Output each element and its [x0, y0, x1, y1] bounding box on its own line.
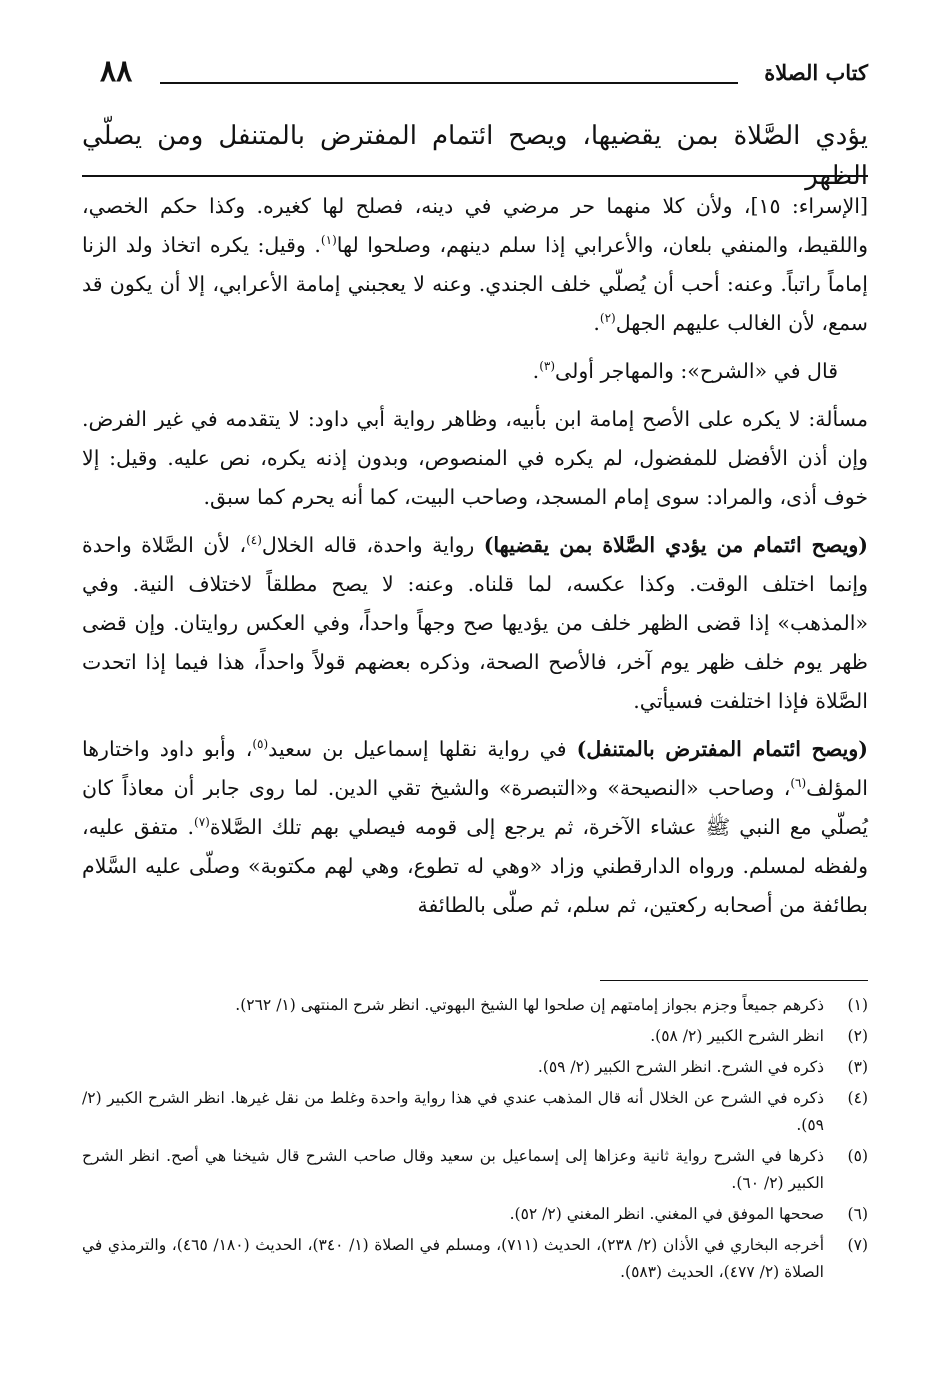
- footnote-separator: [600, 980, 868, 981]
- paragraph: [82, 187, 868, 343]
- footnote: [82, 1023, 868, 1050]
- page-header: [100, 54, 868, 92]
- text-span: .: [593, 311, 600, 335]
- footnote-text: ذكره في الشرح. انظر الشرح الكبير (٢/ ٥٩).: [537, 1058, 824, 1076]
- text-span: مسألة: لا يكره على الأصح إمامة ابن بأبيه، وظاهر رواية أبي داود: لا يتقدمه في غير الفرض. وإن أذن الأفضل للمفضول، لم يكره في المنصوص، وبدون إذنه يكره، نص عليه. وقيل: إلا خوف أذى، والمراد: سوى إمام المسجد، وصاحب البيت، كما أنه يحرم كما سبق.: [82, 407, 868, 509]
- footnote: [82, 1232, 868, 1286]
- footnote-ref[interactable]: (٦): [790, 776, 807, 791]
- text-span: . وقيل: يكره اتخاذ ولد الزنا إماماً راتباً. وعنه: أحب أن يُصلّي خلف الجندي. وعنه لا يعجبني إمامة الأعرابي، إلا أن يكون قد سمع، لأن الغالب عليهم الجهل: [82, 233, 868, 335]
- matn-text: (ويصح ائتمام من يؤدي الصَّلاة بمن يقضيها): [483, 533, 868, 557]
- text-span: ، وأبو داود واختارها المؤلف: [82, 737, 868, 800]
- footnote-ref[interactable]: (٥): [252, 737, 269, 752]
- footnote-ref[interactable]: (٢): [599, 311, 616, 326]
- footnote-text: ذكره في الشرح عن الخلال أنه قال المذهب عندي في هذا رواية واحدة وغلط من نقل غيرها. انظر الشرح الكبير (٢/ ٥٩).: [82, 1089, 824, 1134]
- text-span: [الإسراء: ١٥]، ولأن كلا منهما حر مرضي في دينه، فصلح لها كغيره. وكذا حكم الخصي، واللقيط، والمنفي بلعان، والأعرابي إذا سلم دينهم، وصلحوا لها: [82, 194, 868, 257]
- header-rule: [160, 82, 738, 84]
- text-span: . متفق عليه، ولفظه لمسلم. ورواه الدارقطني وزاد «وهي له تطوع، وهي لهم مكتوبة» وصلّى عليه السَّلام بطائفة من أصحابه ركعتين، ثم سلم، ثم صلّى بالطائفة: [82, 815, 868, 917]
- footnote: [82, 1054, 868, 1081]
- paragraph: [82, 730, 868, 925]
- footnote-number: (٥): [847, 1147, 868, 1165]
- footnotes: [82, 992, 868, 1290]
- running-head: يؤدي الصَّلاة بمن يقضيها، ويصح ائتمام المفترض بالمتنفل ومن يصلّي الظهر: [82, 121, 869, 191]
- footnote-ref[interactable]: (٤): [246, 533, 262, 548]
- main-text: [82, 187, 868, 934]
- footnote-text: انظر الشرح الكبير (٢/ ٥٨).: [650, 1027, 824, 1045]
- footnote: [82, 1201, 868, 1228]
- footnote-number: (٦): [847, 1205, 868, 1223]
- footnote: [82, 992, 868, 1019]
- text-span: رواية واحدة، قاله الخلال: [261, 533, 484, 557]
- paragraph: [82, 526, 868, 721]
- paragraph: [82, 352, 868, 391]
- text-span: .: [532, 359, 540, 383]
- paragraph: [82, 400, 868, 517]
- footnote-number: (٣): [847, 1058, 868, 1076]
- text-span: ، وصاحب «النصيحة» و«التبصرة» والشيخ تقي الدين. لما روى جابر أن معاذاً كان يُصلّي مع النبي ﷺ عشاء الآخرة، ثم يرجع إلى قومه فيصلي بهم تلك الصَّلاة: [82, 776, 868, 839]
- footnote: [82, 1143, 868, 1197]
- running-head-rule: [82, 175, 868, 177]
- footnote-ref[interactable]: (٣): [539, 359, 556, 374]
- footnote-text: أخرجه البخاري في الأذان (٢/ ٢٣٨)، الحديث (٧١١)، ومسلم في الصلاة (١/ ٣٤٠)، الحديث (١٨٠/ ٤٦٥)، والترمذي في الصلاة (٢/ ٤٧٧)، الحديث (٥٨٣).: [82, 1236, 825, 1281]
- footnote-number: (١): [847, 996, 868, 1014]
- footnote-number: (٢): [847, 1027, 868, 1045]
- footnote-number: (٧): [847, 1236, 868, 1254]
- footnote-number: (٤): [847, 1089, 868, 1107]
- text-span: ، لأن الصَّلاة واحدة وإنما اختلف الوقت. وكذا عكسه، لما قلناه. وعنه: لا يصح مطلقاً لاختلاف النية. وفي «المذهب» إذا قضى الظهر خلف من يؤديها صح وجهاً واحداً، وفي العكس روايتان. وإن قضى ظهر يوم خلف ظهر يوم آخر، فالأصح الصحة، وذكره بعضهم قولاً واحداً، هذا فيما إذا اتحدت الصَّلاة فإذا اختلفت فسيأتي.: [82, 533, 868, 713]
- page-number: ٨٨: [100, 54, 133, 89]
- matn-text: (ويصح ائتمام المفترض بالمتنفل): [576, 737, 868, 761]
- footnote-text: صححها الموفق في المغني. انظر المغني (٢/ ٥٢).: [509, 1205, 824, 1223]
- text-span: قال في «الشرح»: والمهاجر أولى: [555, 359, 838, 383]
- footnote-ref[interactable]: (٧): [194, 815, 210, 830]
- footnote-text: ذكرهم جميعاً وجزم بجواز إمامتهم إن صلحوا لها الشيخ البهوتي. انظر شرح المنتهى (١/ ٢٦٢).: [235, 996, 824, 1014]
- book-title: كتاب الصلاة: [764, 60, 868, 85]
- footnote-text: ذكرها في الشرح رواية ثانية وعزاها إلى إسماعيل بن سعيد وقال صاحب الشرح قال شيخنا هي أصح. انظر الشرح الكبير (٢/ ٦٠).: [82, 1147, 824, 1192]
- text-span: في رواية نقلها إسماعيل بن سعيد: [268, 737, 577, 761]
- footnote: [82, 1085, 868, 1139]
- footnote-ref[interactable]: (١): [320, 233, 337, 248]
